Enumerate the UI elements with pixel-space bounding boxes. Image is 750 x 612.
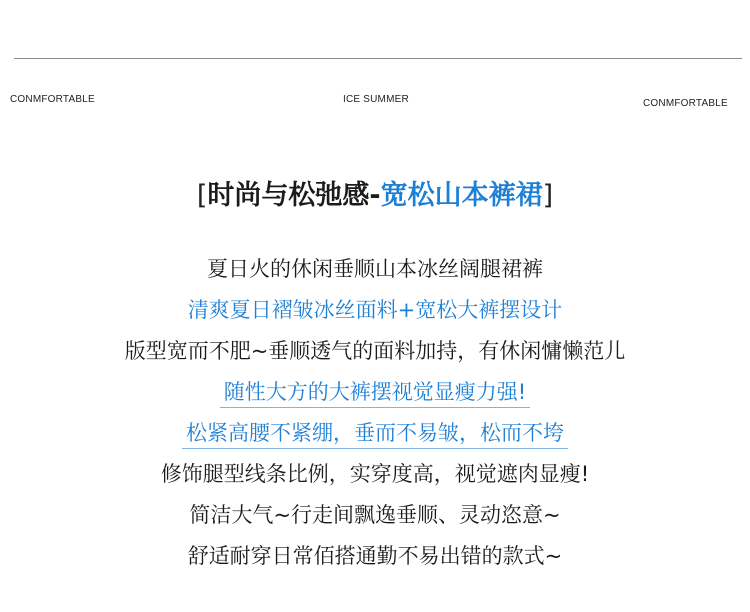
description-line-1: 夏日火的休闲垂顺山本冰丝阔腿裙裤 (207, 257, 543, 281)
heading-close-bracket: ] (542, 180, 554, 211)
tag-comfortable-right: CONMFORTABLE (643, 98, 728, 109)
top-divider (14, 58, 742, 59)
description-lines (0, 257, 750, 585)
description-line-6: 修饰腿型线条比例，实穿度高，视觉遮肉显瘦! (160, 462, 590, 486)
heading-dark-text: 时尚与松弛感 (207, 180, 370, 211)
description-line-3: 版型宽而不肥~垂顺透气的面料加持，有休闲慵懒范儿 (124, 339, 626, 363)
description-line-4: 随性大方的大裤摆视觉显瘦力强! (0, 380, 750, 405)
section-heading (0, 178, 750, 214)
description-line-7: 简洁大气~行走间飘逸垂顺、灵动恣意~ (189, 503, 561, 527)
tag-comfortable-left: CONMFORTABLE (10, 94, 95, 105)
heading-dash: - (369, 180, 381, 211)
description-line-2: 清爽夏日褶皱冰丝面料+宽松大裤摆设计 (187, 298, 563, 322)
description-line-5: 松紧高腰不紧绷，垂而不易皱，松而不垮 (0, 421, 750, 446)
heading-open-bracket: [ (196, 180, 208, 211)
tag-ice-summer: ICE SUMMER (343, 94, 409, 105)
heading-blue-text: 宽松山本裤裙 (380, 180, 543, 211)
description-line-8: 舒适耐穿日常佰搭通勤不易出错的款式~ (187, 544, 563, 568)
